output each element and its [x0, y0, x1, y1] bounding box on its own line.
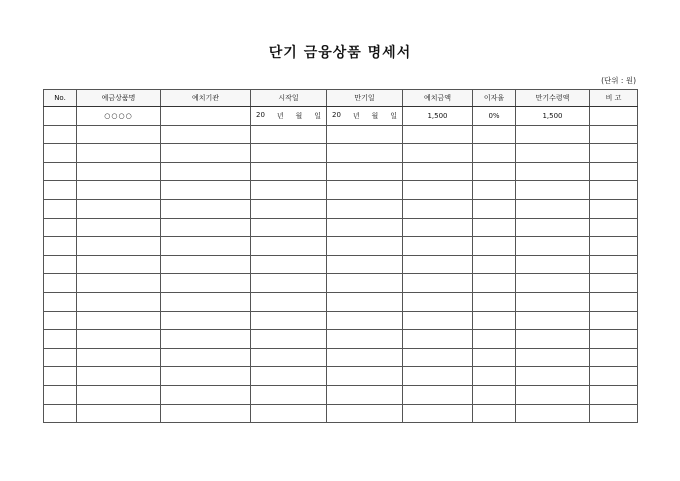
cell-start-date[interactable] [251, 199, 327, 218]
header-product-name: 예금상품명 [77, 90, 161, 107]
cell-interest-rate[interactable] [473, 404, 516, 423]
cell-no[interactable] [44, 144, 77, 163]
cell-no[interactable] [44, 237, 77, 256]
cell-institution[interactable] [161, 144, 251, 163]
cell-maturity-amount[interactable] [516, 144, 590, 163]
cell-interest-rate[interactable] [473, 367, 516, 386]
cell-deposit-amount[interactable] [403, 255, 473, 274]
cell-remarks[interactable] [590, 330, 638, 349]
cell-deposit-amount[interactable]: 1,500 [403, 107, 473, 126]
header-deposit-amount: 예치금액 [403, 90, 473, 107]
cell-deposit-amount[interactable] [403, 199, 473, 218]
cell-institution[interactable] [161, 125, 251, 144]
maturity-year-prefix: 20 [332, 110, 341, 119]
cell-product-name[interactable] [77, 181, 161, 200]
table-row [44, 367, 638, 386]
table-row [44, 404, 638, 423]
cell-maturity-amount[interactable] [516, 311, 590, 330]
cell-deposit-amount[interactable] [403, 274, 473, 293]
cell-institution[interactable] [161, 274, 251, 293]
cell-maturity-amount[interactable]: 1,500 [516, 107, 590, 126]
table-row [44, 311, 638, 330]
cell-start-date[interactable] [251, 292, 327, 311]
cell-deposit-amount[interactable] [403, 181, 473, 200]
cell-start-date[interactable] [251, 107, 327, 126]
cell-interest-rate[interactable] [473, 255, 516, 274]
cell-remarks[interactable] [590, 255, 638, 274]
cell-product-name[interactable] [77, 385, 161, 404]
cell-remarks[interactable] [590, 144, 638, 163]
cell-start-date[interactable] [251, 237, 327, 256]
header-start-date: 시작일 [251, 90, 327, 107]
cell-institution[interactable] [161, 218, 251, 237]
cell-maturity-amount[interactable] [516, 367, 590, 386]
cell-deposit-amount[interactable] [403, 218, 473, 237]
cell-institution[interactable] [161, 348, 251, 367]
cell-maturity-amount[interactable] [516, 199, 590, 218]
cell-no[interactable] [44, 274, 77, 293]
table-row [44, 348, 638, 367]
cell-maturity-amount[interactable] [516, 125, 590, 144]
cell-no[interactable] [44, 162, 77, 181]
header-institution: 예치기관 [161, 90, 251, 107]
cell-no[interactable] [44, 199, 77, 218]
cell-institution[interactable] [161, 237, 251, 256]
cell-institution[interactable] [161, 107, 251, 126]
cell-maturity-amount[interactable] [516, 255, 590, 274]
maturity-day-label: 일 [390, 111, 397, 120]
cell-institution[interactable] [161, 199, 251, 218]
cell-remarks[interactable] [590, 404, 638, 423]
header-interest-rate: 이자율 [473, 90, 516, 107]
cell-maturity-date[interactable] [327, 255, 403, 274]
cell-maturity-date[interactable] [327, 218, 403, 237]
cell-remarks[interactable] [590, 348, 638, 367]
table-row [44, 199, 638, 218]
financial-products-table [43, 89, 638, 423]
cell-interest-rate[interactable] [473, 218, 516, 237]
cell-deposit-amount[interactable] [403, 367, 473, 386]
cell-maturity-amount[interactable] [516, 385, 590, 404]
document-title: 단기 금융상품 명세서 [268, 45, 412, 61]
cell-product-name[interactable] [77, 404, 161, 423]
cell-interest-rate[interactable]: 0% [473, 107, 516, 126]
cell-no[interactable] [44, 107, 77, 126]
cell-interest-rate[interactable] [473, 385, 516, 404]
cell-maturity-date[interactable] [327, 274, 403, 293]
cell-product-name[interactable] [77, 330, 161, 349]
cell-product-name[interactable] [77, 367, 161, 386]
start-day-label: 일 [314, 111, 321, 120]
cell-maturity-date[interactable] [327, 311, 403, 330]
cell-start-date[interactable] [251, 144, 327, 163]
cell-no[interactable] [44, 385, 77, 404]
cell-remarks[interactable] [590, 292, 638, 311]
cell-interest-rate[interactable] [473, 199, 516, 218]
cell-remarks[interactable] [590, 311, 638, 330]
cell-institution[interactable] [161, 162, 251, 181]
cell-maturity-amount[interactable] [516, 162, 590, 181]
table-row [44, 385, 638, 404]
cell-maturity-date[interactable] [327, 181, 403, 200]
start-year-label: 년 [276, 111, 284, 120]
header-remarks: 비 고 [590, 90, 638, 107]
cell-no[interactable] [44, 255, 77, 274]
table-row [44, 274, 638, 293]
cell-remarks[interactable] [590, 237, 638, 256]
cell-deposit-amount[interactable] [403, 162, 473, 181]
cell-interest-rate[interactable] [473, 274, 516, 293]
cell-maturity-date[interactable] [327, 330, 403, 349]
cell-start-date[interactable] [251, 255, 327, 274]
cell-deposit-amount[interactable] [403, 404, 473, 423]
cell-maturity-date[interactable] [327, 125, 403, 144]
cell-maturity-amount[interactable] [516, 218, 590, 237]
cell-product-name[interactable] [77, 311, 161, 330]
cell-maturity-amount[interactable] [516, 404, 590, 423]
cell-start-date[interactable] [251, 162, 327, 181]
cell-deposit-amount[interactable] [403, 237, 473, 256]
cell-interest-rate[interactable] [473, 162, 516, 181]
cell-remarks[interactable] [590, 274, 638, 293]
table-row [44, 330, 638, 349]
table-row [44, 292, 638, 311]
table-row [44, 237, 638, 256]
unit-note: (단위 : 원) [601, 76, 636, 85]
cell-start-date[interactable] [251, 311, 327, 330]
cell-maturity-amount[interactable] [516, 274, 590, 293]
cell-start-date[interactable] [251, 330, 327, 349]
cell-institution[interactable] [161, 404, 251, 423]
cell-institution[interactable] [161, 255, 251, 274]
cell-product-name[interactable] [77, 162, 161, 181]
cell-remarks[interactable] [590, 181, 638, 200]
cell-product-name[interactable] [77, 125, 161, 144]
table-row [44, 255, 638, 274]
cell-remarks[interactable] [590, 107, 638, 126]
cell-remarks[interactable] [590, 162, 638, 181]
cell-product-name[interactable] [77, 292, 161, 311]
cell-remarks[interactable] [590, 199, 638, 218]
cell-remarks[interactable] [590, 218, 638, 237]
cell-product-name[interactable] [77, 348, 161, 367]
cell-interest-rate[interactable] [473, 348, 516, 367]
maturity-year-label: 년 [352, 111, 360, 120]
cell-no[interactable] [44, 181, 77, 200]
cell-product-name[interactable] [77, 255, 161, 274]
cell-no[interactable] [44, 292, 77, 311]
table-header-row [44, 90, 638, 107]
header-no: No. [44, 90, 77, 107]
cell-interest-rate[interactable] [473, 292, 516, 311]
cell-no[interactable] [44, 367, 77, 386]
cell-remarks[interactable] [590, 125, 638, 144]
cell-no[interactable] [44, 218, 77, 237]
cell-deposit-amount[interactable] [403, 144, 473, 163]
cell-maturity-amount[interactable] [516, 348, 590, 367]
cell-interest-rate[interactable] [473, 181, 516, 200]
cell-no[interactable] [44, 311, 77, 330]
table-row [44, 125, 638, 144]
cell-maturity-date[interactable] [327, 107, 403, 126]
table-row [44, 107, 638, 126]
start-month-label: 월 [295, 111, 303, 120]
cell-maturity-date[interactable] [327, 237, 403, 256]
cell-institution[interactable] [161, 367, 251, 386]
header-maturity-date: 만기일 [327, 90, 403, 107]
cell-maturity-date[interactable] [327, 404, 403, 423]
cell-start-date[interactable] [251, 367, 327, 386]
cell-maturity-amount[interactable] [516, 330, 590, 349]
cell-interest-rate[interactable] [473, 330, 516, 349]
cell-institution[interactable] [161, 181, 251, 200]
cell-deposit-amount[interactable] [403, 292, 473, 311]
cell-maturity-date[interactable] [327, 385, 403, 404]
cell-start-date[interactable] [251, 404, 327, 423]
cell-maturity-date[interactable] [327, 162, 403, 181]
cell-start-date[interactable] [251, 385, 327, 404]
maturity-month-label: 월 [371, 111, 379, 120]
cell-no[interactable] [44, 404, 77, 423]
cell-deposit-amount[interactable] [403, 348, 473, 367]
cell-product-name[interactable]: ○○○○ [77, 107, 161, 126]
cell-maturity-amount[interactable] [516, 181, 590, 200]
cell-deposit-amount[interactable] [403, 330, 473, 349]
cell-maturity-date[interactable] [327, 199, 403, 218]
cell-remarks[interactable] [590, 367, 638, 386]
cell-institution[interactable] [161, 311, 251, 330]
cell-start-date[interactable] [251, 218, 327, 237]
cell-maturity-amount[interactable] [516, 292, 590, 311]
cell-start-date[interactable] [251, 348, 327, 367]
cell-maturity-date[interactable] [327, 367, 403, 386]
cell-no[interactable] [44, 330, 77, 349]
cell-product-name[interactable] [77, 218, 161, 237]
cell-deposit-amount[interactable] [403, 125, 473, 144]
cell-maturity-amount[interactable] [516, 237, 590, 256]
table-row [44, 162, 638, 181]
cell-product-name[interactable] [77, 237, 161, 256]
cell-deposit-amount[interactable] [403, 385, 473, 404]
cell-product-name[interactable] [77, 199, 161, 218]
cell-product-name[interactable] [77, 274, 161, 293]
cell-deposit-amount[interactable] [403, 311, 473, 330]
cell-interest-rate[interactable] [473, 144, 516, 163]
cell-institution[interactable] [161, 385, 251, 404]
table-row [44, 218, 638, 237]
cell-maturity-date[interactable] [327, 348, 403, 367]
cell-no[interactable] [44, 125, 77, 144]
start-year-prefix: 20 [256, 110, 265, 119]
cell-institution[interactable] [161, 292, 251, 311]
cell-start-date[interactable] [251, 181, 327, 200]
table-row [44, 144, 638, 163]
cell-no[interactable] [44, 348, 77, 367]
table-row [44, 181, 638, 200]
header-maturity-amount: 만기수령액 [516, 90, 590, 107]
cell-remarks[interactable] [590, 385, 638, 404]
cell-product-name[interactable] [77, 144, 161, 163]
cell-maturity-date[interactable] [327, 144, 403, 163]
cell-maturity-date[interactable] [327, 292, 403, 311]
cell-interest-rate[interactable] [473, 237, 516, 256]
cell-start-date[interactable] [251, 125, 327, 144]
cell-institution[interactable] [161, 330, 251, 349]
cell-interest-rate[interactable] [473, 311, 516, 330]
cell-start-date[interactable] [251, 274, 327, 293]
cell-interest-rate[interactable] [473, 125, 516, 144]
